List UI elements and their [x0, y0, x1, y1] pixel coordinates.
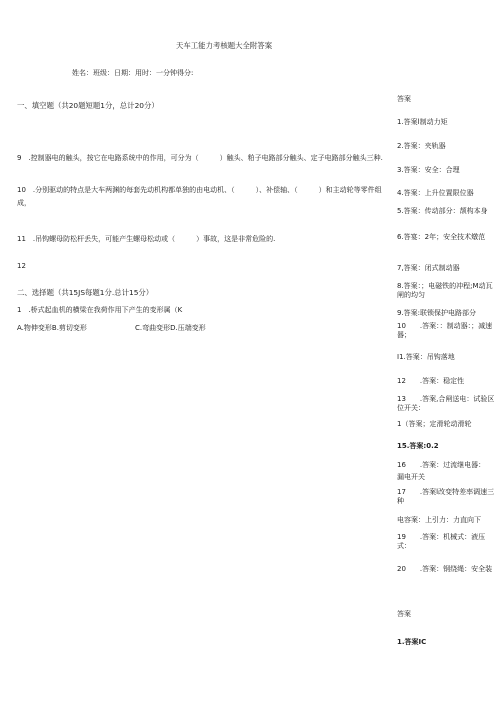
answer-13: 13 .答案,合闸送电：试验区位开关：	[397, 395, 495, 413]
choice-options-ab: A.物伸变形B.剪切变形	[17, 324, 87, 332]
answer-18: 电容案：上引力：力直向下	[397, 516, 481, 524]
answer-heading: 答案	[397, 95, 411, 103]
answer-14: 1（答案；定滑轮动滑轮	[397, 420, 472, 428]
answer-20: 20 .答案：钢绕绳：安全装	[397, 565, 493, 573]
answer-6: 6.答宴：2年；安全技术燉范	[397, 233, 486, 241]
document-title: 天车工能力考核题大全附答案	[176, 41, 273, 50]
question-9: 9 .控制器电的触头，按它在电路系统中的作用，可分为（ ）触头、粕子电路部分触头、定子电路部分触头三种.	[17, 154, 383, 162]
answer-7: 7,答案：闭式制动器	[397, 264, 460, 272]
answer-11: I1.答案：吊钩落地	[397, 353, 455, 361]
answer-10: 10 .答案：：制动器：；减速器；	[397, 322, 493, 340]
question-11: 11 .吊钩螺母防松杆丢失，可能产生螺母松动或（ ）事故，这是非常危险的.	[17, 235, 276, 243]
answer-5: 5.答案：传动部分：颉构本身	[397, 207, 488, 215]
answer-16-continued: 漏电开关	[397, 473, 425, 481]
answer-17: 17 .答案l改变特差率调速三种	[397, 488, 495, 506]
question-12: 12	[17, 262, 26, 270]
choice-options-cd: C.弯曲变形D.压端变形	[135, 324, 206, 332]
section-choice-heading: 二、选择题（共15JS每题1分.总计15分）	[17, 288, 154, 297]
answer-15: 15.答案:0.2	[397, 442, 439, 450]
answer-4: 4.答案：上升位置限位器	[397, 189, 474, 197]
answer-19: 19 .答案：机械式：液压式：	[397, 533, 486, 551]
answer-2: 2.答案：夹轨器	[397, 142, 446, 150]
answer-9: 9.答案:联锁保护电路部分	[397, 309, 477, 317]
question-10: 10 .分别驱动的特点是大车两渊的每套先动机构都单独的由电动机、（ ）、补偿轴、（ ）和主动轮等零件组成，	[17, 186, 382, 207]
answer-16: 16 .答案：过流继电器：	[397, 461, 486, 469]
answer-choice-1: 1.答案IC	[397, 638, 427, 646]
choice-question-1: 1 .桥式起血机的横梁在我荷作用下产生的变形属（K	[17, 306, 183, 314]
answer-8: 8.答案：；电磁铁的冲程;M动瓦闸的均匀	[397, 282, 493, 300]
answer-12: 12 .答案：稳定性	[397, 377, 465, 385]
answer-3: 3.答案：安全：合理	[397, 166, 460, 174]
student-info-line: 姓名：班级：日期：用时：一分钟得分:	[72, 69, 194, 77]
answer-heading-2: 答案	[397, 610, 411, 618]
answer-1: 1.答案l制动力矩	[397, 118, 448, 126]
section-fill-in-heading: 一、填空题（共20题短题1分，总计20分）	[17, 101, 159, 110]
